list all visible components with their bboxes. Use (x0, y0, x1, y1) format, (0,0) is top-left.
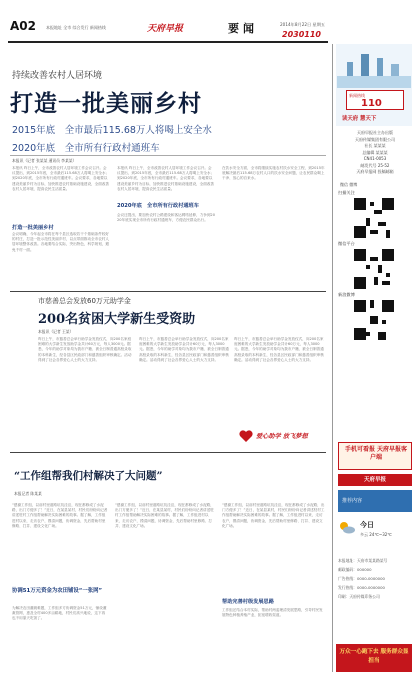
section-rule (10, 291, 326, 292)
qr-label: 新浪微博 (338, 292, 355, 297)
info-line: 天府早报网 投稿邮箱 (356, 169, 394, 174)
section-heading-bus: 2020年底 全市所有行政村通班车 (117, 203, 199, 209)
byline: 本报讯（记者 王某） (38, 329, 74, 334)
tower-icon (337, 48, 411, 88)
contact-block (338, 556, 412, 601)
ad-block[interactable] (338, 490, 412, 512)
body-col-1: “感谢工作组，以前村里道路坑坑洼洼，现在都修成了水泥路，出门方便多了！”近日，在某县某村，村民们纷纷向记者讲述驻村工作组帮助解决实际困难的故事。据了解，工作组进村以来，走访农户，摸清问题，协调资金，先后帮助村里修路、打井、建设文化广场。 (12, 503, 108, 528)
hotline-box (346, 90, 404, 110)
contact-line: 印刷：天府传媒印务公司 (338, 594, 380, 599)
qr-code-icon[interactable] (354, 249, 394, 289)
promo-text: 手机可看报 天府早报客户端 (344, 446, 408, 461)
sun-cloud-icon (338, 520, 356, 534)
info-line: 社长 某某某 (364, 143, 386, 148)
qr-code-icon[interactable] (354, 198, 394, 238)
codes-title: 微信 微博 (340, 182, 358, 187)
info-block (338, 130, 412, 176)
section-heading-plan: 帮助完善村级发展思路 (222, 599, 274, 605)
body-col-3: “感谢工作组，以前村里道路坑坑洼洼，现在都修成了水泥路，出门方便多了！”近日，在某县某村，村民们纷纷向记者讲述驻村工作组帮助解决实际困难的故事。据了解，工作组进村以来，走访农户，摸清问题，协调资金，先后帮助村里修路、打井、建设文化广场。 (222, 503, 325, 528)
subheadline-bus: 2020年底 全市所有行政村通班车 (12, 143, 160, 154)
section-heading-irrigation: 协调51万元资金为农田铺设“一张网” (12, 588, 103, 594)
charity-slogan: 爱心助学 放飞梦想 (256, 433, 308, 440)
section-heading-villages: 打造一批美丽乡村 (12, 225, 54, 231)
info-line: 天府传媒集团有限公司 (355, 136, 395, 142)
hotline-number: 110 (361, 98, 382, 109)
page-code: A02 (10, 19, 36, 33)
body-col-1: 本报讯 昨日上午，全市改善农村人居环境工作会议召开。会议提出，到2015年底，全市最后115.68万人将喝上安全水；到2020年底，全市所有行政村通班车。会议要求，各地要以建设美丽乡村为目标，加快推进农村基础设施建设，全面改善农村人居环境，提高农民生活质量。 (12, 166, 110, 191)
masthead-rule (8, 41, 328, 43)
contact-line: 发行热线：0000-0000000 (338, 585, 385, 590)
qr-label: 微信平台 (338, 241, 355, 246)
info-line: 邮发代号 25-52 (360, 162, 390, 168)
info-line: 总编辑 某某某 (362, 149, 388, 155)
masthead (0, 0, 415, 46)
weather-block (338, 518, 412, 548)
body-col-3: 昨日上午，市慈善总会举行助学金发放仪式，向200名家庭困难的大学新生发放助学金共计60万元，每人3000元。据悉，今年的助学对象均为我市户籍、被全日制普通高校录取的本科新生，经各县区民政部门和慈善组织审核确定。活动得到了社会各界爱心人士的大力支持。 (234, 337, 324, 362)
contact-line: 邮政编码：000000 (338, 567, 372, 572)
byline: 本报讯（记者 张某某 通讯员 李某某） (12, 158, 77, 163)
body-col-3b: 工作组还结合本村实际，帮助村两委理清发展思路，引导村民发展特色种植养殖产业，拓宽增收渠道。 (222, 608, 323, 618)
masthead-tags: 本报地址 全市 综合发行 新闻热线 (46, 25, 106, 30)
contact-line: 本报地址：天府市某某路某号 (338, 558, 388, 563)
info-line: 天府早报社主办出版 (357, 130, 393, 135)
body-col-2: 昨日上午，市慈善总会举行助学金发放仪式，向200名家庭困难的大学新生发放助学金共计60万元，每人3000元。据悉，今年的助学对象均为我市户籍、被全日制普通高校录取的本科新生，经各县区民政部门和慈善组织审核确定。活动得到了社会各界爱心人士的大力支持。 (139, 337, 229, 362)
promo-tag: 天府早报 (338, 474, 412, 486)
kicker: 持续改善农村人居环境 (12, 71, 103, 81)
headline: “工作组帮我们村解决了大问题” (14, 470, 163, 482)
bottom-banner (336, 644, 412, 672)
ad-text: 推荐内容 (342, 498, 363, 504)
section-name: 要闻 (228, 22, 258, 35)
body-col-3: 在饮水安全方面，全市将继续实施农村饮水安全工程，到2015年底解决最后115.68万农村人口的饮水安全问题，让农民群众喝上干净、放心的自来水。 (222, 166, 325, 181)
bottom-banner-text: 万众一心跑下去 服务群众显担当 (339, 649, 409, 664)
sidebar-divider (332, 44, 333, 672)
paper-logo: 天府早报 (147, 24, 184, 34)
body-col-1b: 为解决农田灌溉难题，工作组多方协调资金51万元，铺设灌溉管网，惠及全村400多亩耕地，村民们高兴地说，这下再也不用靠天吃饭了。 (12, 606, 107, 621)
brand-banner (336, 44, 412, 126)
app-promo[interactable] (338, 442, 412, 470)
body-col-2: “感谢工作组，以前村里道路坑坑洼洼，现在都修成了水泥路，出门方便多了！”近日，在某县某村，村民们纷纷向记者讲述驻村工作组帮助解决实际困难的故事。据了解，工作组进村以来，走访农户，摸清问题，协调资金，先后帮助村里修路、打井、建设文化广场。 (115, 503, 214, 528)
divider (10, 155, 326, 156)
hotline-label: 新闻热线 (349, 93, 365, 98)
subheadline-water: 2015年底 全市最后115.68万人将喝上安全水 (12, 125, 212, 136)
qr-group (338, 190, 412, 343)
charity-logo (236, 426, 326, 446)
body-col-2b: 会议还提出，要加快农村公路建设和客运网络延伸，力争到2020年底实现全市所有行政村通班车，方便农民群众出行。 (117, 213, 215, 223)
byline: 本报记者 陈某某 (14, 491, 42, 496)
sidebar (334, 44, 414, 674)
headline: 打造一批美丽乡村 (10, 91, 202, 117)
qr-code-icon[interactable] (354, 300, 394, 340)
weather-date: 今日 (360, 521, 374, 529)
qr-label: 扫描关注 (338, 190, 355, 195)
issue-number: 2030110 (282, 30, 321, 39)
headline: 200名贫困大学新生受资助 (38, 312, 196, 327)
kicker: 市慈善总会发放60万元助学金 (38, 297, 131, 305)
body-col-1b: 会议明确，今年起全市将在每个县区选取若干个基础条件较好的村庄，打造一批示范性美丽乡村，以点带面推动全市农村人居环境整体改善。各地要结合实际，突出特色，科学规划，避免千村一面。 (12, 232, 110, 252)
section-rule (10, 452, 326, 453)
weather-text: 多云 24℃~32℃ (360, 532, 392, 537)
body-col-2: 本报讯 昨日上午，全市改善农村人居环境工作会议召开。会议提出，到2015年底，全市最后115.68万人将喝上安全水；到2020年底，全市所有行政村通班车。会议要求，各地要以建设美丽乡村为目标，加快推进农村基础设施建设，全面改善农村人居环境，提高农民生活质量。 (117, 166, 215, 191)
heart-icon (238, 428, 254, 444)
info-line: CN41-0053 (363, 156, 387, 161)
body-col-1: 昨日上午，市慈善总会举行助学金发放仪式，向200名家庭困难的大学新生发放助学金共计60万元，每人3000元。据悉，今年的助学对象均为我市户籍、被全日制普通高校录取的本科新生，经各县区民政部门和慈善组织审核确定。活动得到了社会各界爱心人士的大力支持。 (38, 337, 132, 362)
date-line: 2014年8月22日 星期五 (280, 22, 326, 27)
contact-line: 广告热线：0000-0000000 (338, 576, 385, 581)
brand-slogan: 读天府 慧天下 (342, 116, 377, 122)
